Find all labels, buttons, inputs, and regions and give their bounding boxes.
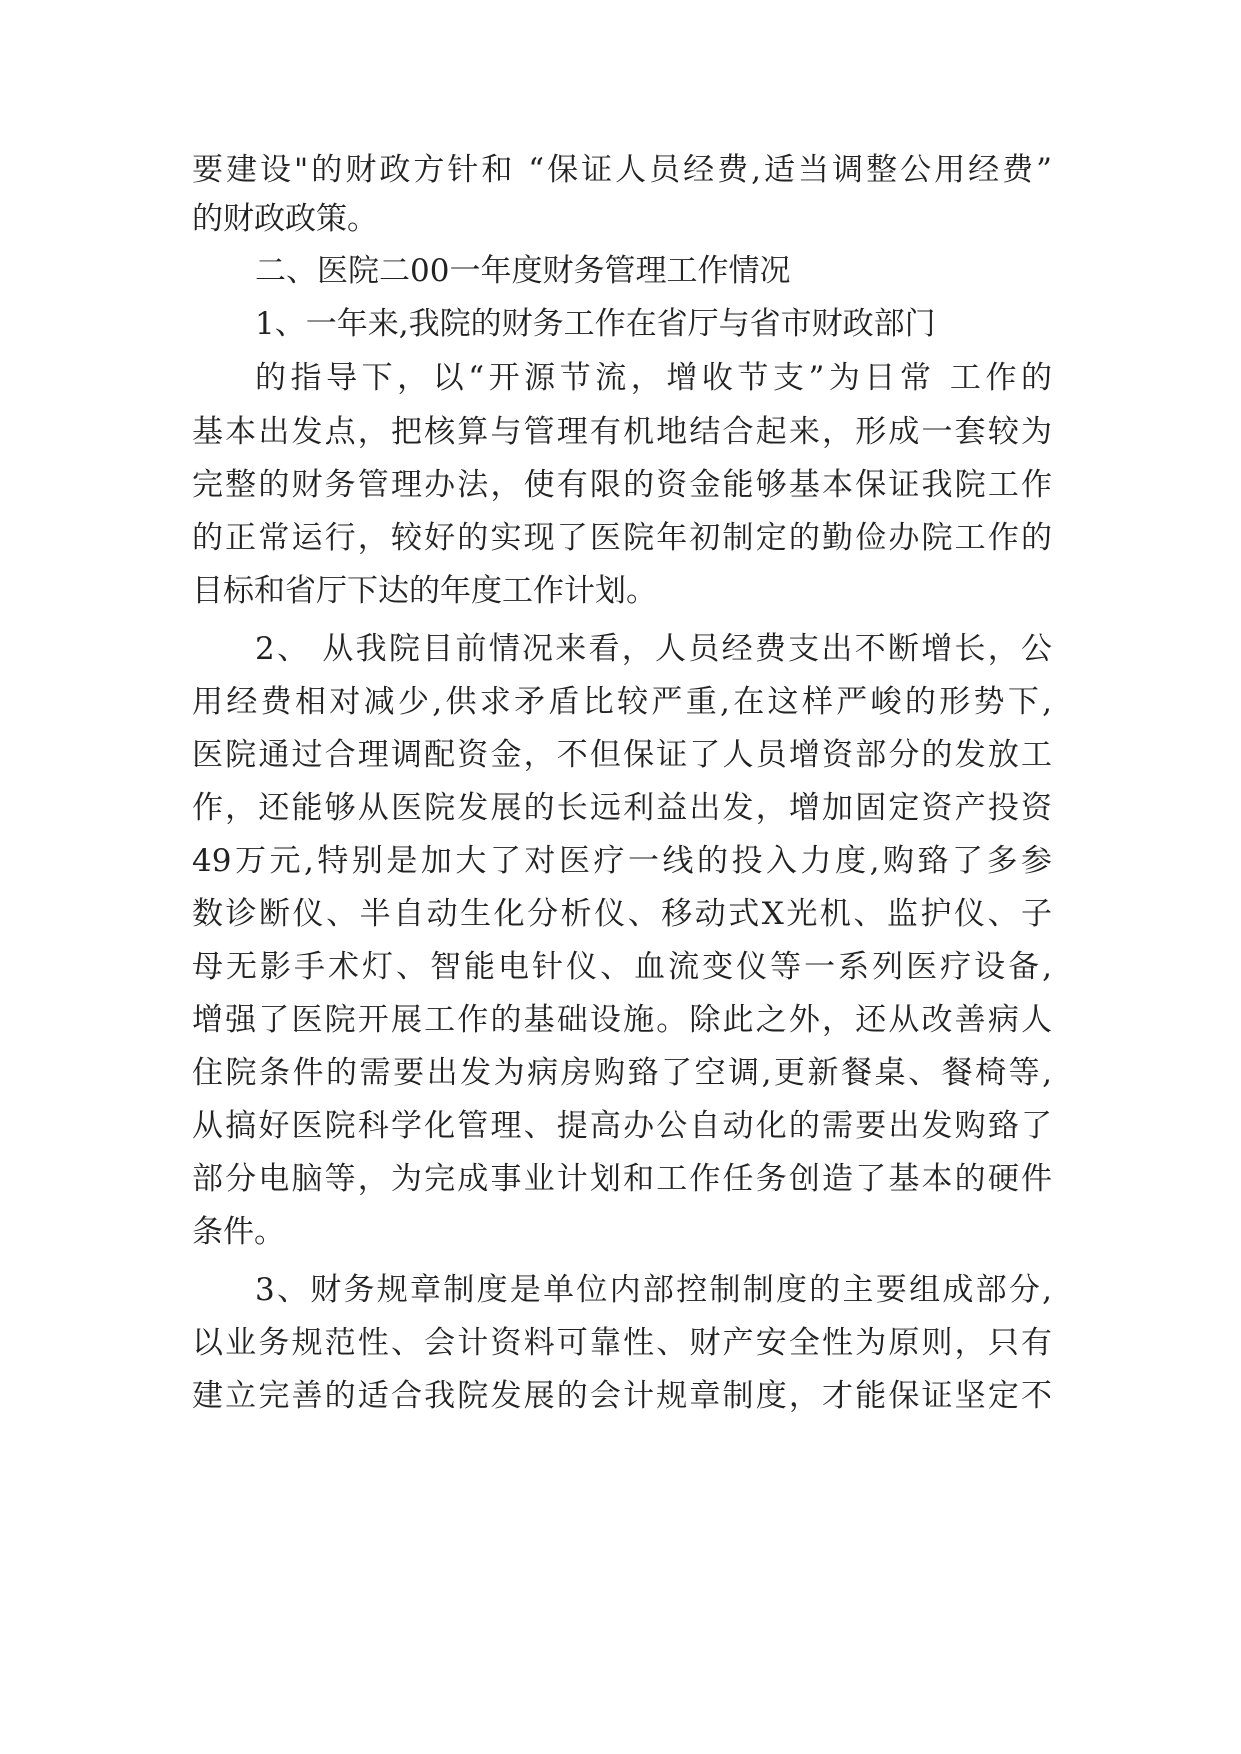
text-line: 母无影手术灯、智能电针仪、血流变仪等一系列医疗设备, — [192, 949, 1052, 985]
text-line: 3、财务规章制度是单位内部控制制度的主要组成部分, — [255, 1272, 1052, 1308]
text-line: 数诊断仪、半自动生化分析仪、移动式X光机、监护仪、子 — [192, 896, 1052, 932]
text-line: 建立完善的适合我院发展的会计规章制度，才能保证坚定不 — [192, 1378, 1052, 1414]
text-line: 部分电脑等，为完成事业计划和工作任务创造了基本的硬件 — [192, 1161, 1052, 1197]
text-line: 1、一年来,我院的财务工作在省厅与省市财政部门 — [255, 306, 936, 342]
text-line: 以业务规范性、会计资料可靠性、财产安全性为原则，只有 — [192, 1325, 1052, 1361]
text-line: 增强了医院开展工作的基础设施。除此之外，还从改善病人 — [192, 1002, 1052, 1038]
text-line: 用经费相对减少,供求矛盾比较严重,在这样严峻的形势下, — [192, 684, 1052, 720]
text-line: 条件。 — [192, 1214, 285, 1250]
text-line: 医院通过合理调配资金，不但保证了人员增资部分的发放工 — [192, 737, 1052, 773]
text-line: 从搞好医院科学化管理、提高办公自动化的需要出发购臵了 — [192, 1108, 1052, 1144]
text-line: 的正常运行，较好的实现了医院年初制定的勤俭办院工作的 — [192, 520, 1052, 556]
section-heading: 二、医院二00一年度财务管理工作情况 — [255, 253, 791, 289]
text-line: 要建设"的财政方针和 “保证人员经费,适当调整公用经费” — [192, 152, 1052, 188]
text-line: 的指导下，以“开源节流，增收节支”为日常 工作的 — [255, 360, 1052, 396]
text-line: 基本出发点，把核算与管理有机地结合起来，形成一套较为 — [192, 414, 1052, 450]
text-line: 的财政政策。 — [192, 201, 378, 237]
text-line: 目标和省厅下达的年度工作计划。 — [192, 573, 657, 609]
text-line: 住院条件的需要出发为病房购臵了空调,更新餐桌、餐椅等, — [192, 1055, 1052, 1091]
text-line: 完整的财务管理办法，使有限的资金能够基本保证我院工作 — [192, 467, 1052, 503]
text-line: 2、 从我院目前情况来看，人员经费支出不断增长，公 — [255, 631, 1052, 667]
text-line: 49万元,特别是加大了对医疗一线的投入力度,购臵了多参 — [192, 843, 1052, 879]
text-line: 作，还能够从医院发展的长远利益出发，增加固定资产投资 — [192, 790, 1052, 826]
